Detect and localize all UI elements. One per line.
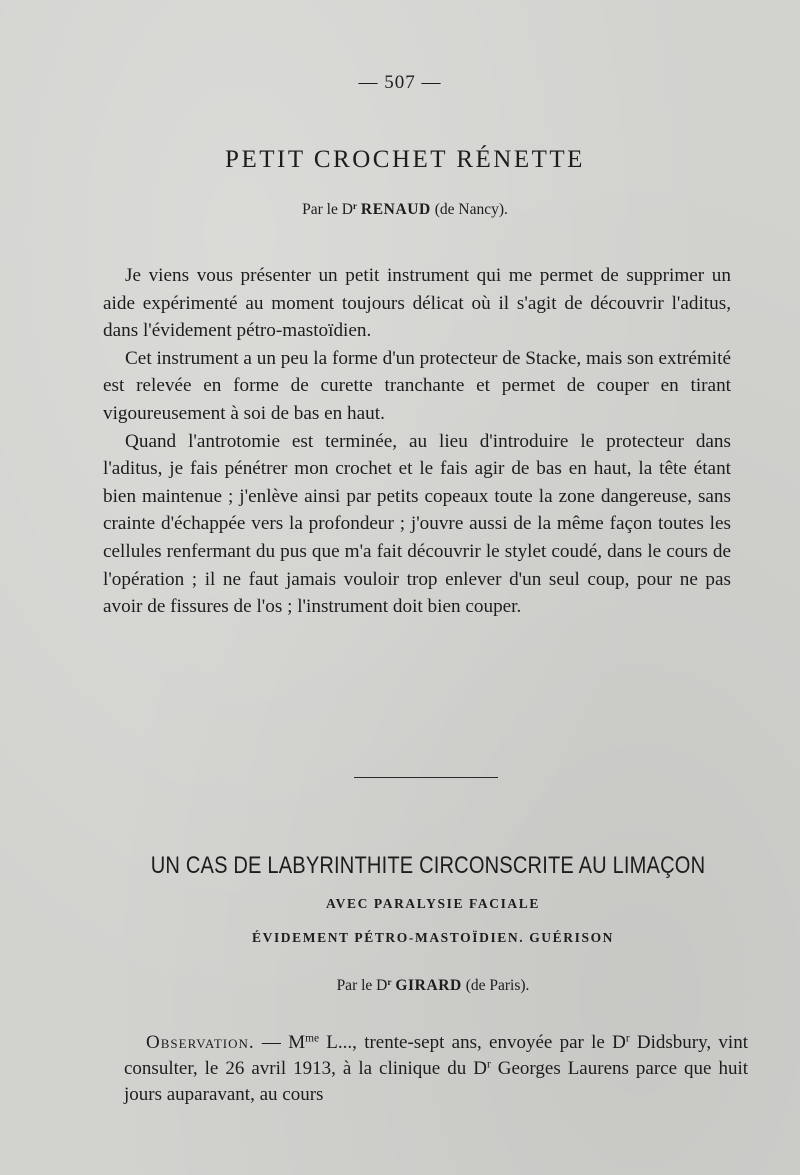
- byline-prefix-sup: r: [352, 201, 358, 212]
- observation-dash: — M: [254, 1032, 306, 1053]
- article-2-subtitle-1: AVEC PARALYSIE FACIALE: [326, 896, 540, 911]
- mme-sup: me: [305, 1032, 320, 1045]
- observation-paragraph: [124, 1030, 748, 1108]
- paragraph: Cet instrument a un peu la forme d'un protecteur de Stacke, mais son extrémité est relevée en forme de curette tranchante et permet de couper en tirant vigoureusement à soi de bas en haut.: [103, 347, 731, 424]
- section-divider: [354, 777, 498, 778]
- observation-text-a: L..., trente-sept ans, envoyée par le D: [319, 1032, 626, 1053]
- observation-text-b: Didsbury, vint consulter, le 26 avril 1913, à la clinique du D: [124, 1032, 748, 1079]
- page-number: — 507 —: [358, 72, 442, 93]
- byline-prefix: Par le D: [336, 977, 388, 994]
- paragraph: Je viens vous présenter un petit instrument qui me permet de supprimer un aide expérimenté au moment toujours délicat où il s'agit de découvrir l'aditus, dans l'évidement pétro-mastoïdien.: [103, 265, 731, 342]
- dr-sup: r: [625, 1032, 630, 1045]
- article-2-byline: [0, 977, 800, 995]
- byline-affiliation: (de Paris).: [465, 977, 530, 994]
- observation-label: Observation.: [146, 1032, 255, 1053]
- byline-author: GIRARD: [395, 977, 462, 994]
- article-1-byline: [0, 201, 800, 219]
- article-2-subtitle-2: ÉVIDEMENT PÉTRO-MASTOÏDIEN. GUÉRISON: [251, 930, 615, 945]
- paragraph: Quand l'antrotomie est terminée, au lieu d'introduire le protecteur dans l'aditus, je fais pénétrer mon crochet et le fais agir de bas en haut, la tête étant bien maintenue ; j'enlève ainsi par petits copeaux toute la zone dangereuse, sans crainte d'échappée vers la profondeur ; j'ouvre aussi de la même façon toutes les cellules renfermant du pus que m'a fait découvrir le stylet coudé, dans le cours de l'opération ; il ne faut jamais vouloir trop enlever d'un seul coup, pour ne pas avoir de fissures de l'os ; l'instrument doit bien couper.: [103, 430, 731, 618]
- article-2-title: UN CAS DE LABYRINTHITE CIRCONSCRITE AU LIMAÇON: [150, 852, 706, 879]
- byline-prefix-sup: r: [387, 977, 392, 988]
- article-1-title: PETIT CROCHET RÉNETTE: [225, 146, 585, 173]
- byline-affiliation: (de Nancy).: [434, 201, 508, 218]
- byline-prefix: Par le D: [302, 201, 353, 218]
- article-1-body: [103, 262, 731, 621]
- article-2-body: [124, 1030, 748, 1108]
- byline-author: RENAUD: [360, 201, 431, 218]
- observation-text-c: Georges Laurens parce que huit jours auparavant, au cours: [124, 1058, 749, 1105]
- dr-sup: r: [486, 1058, 491, 1071]
